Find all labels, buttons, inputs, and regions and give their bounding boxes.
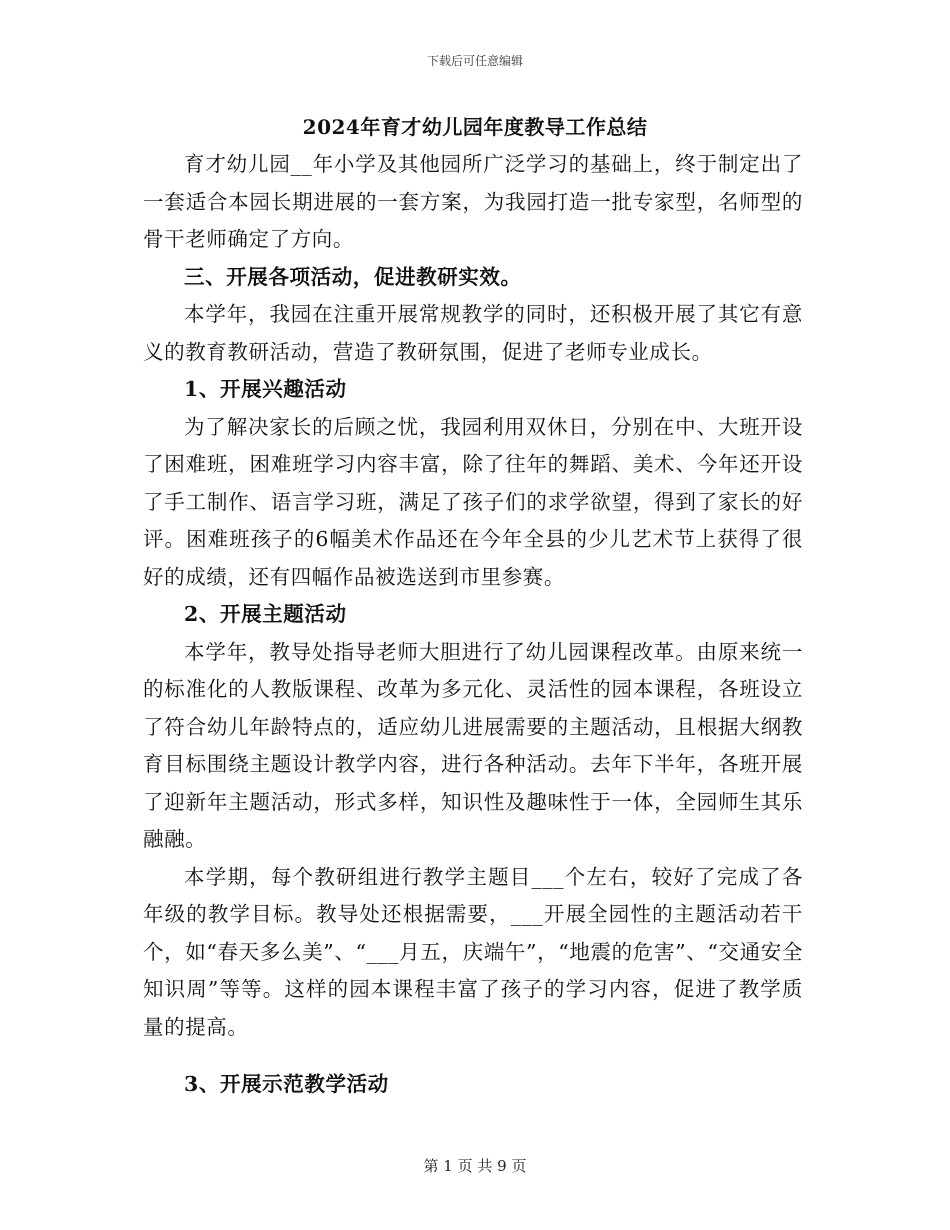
page-header-note: 下载后可任意编辑 — [426, 54, 523, 68]
document-body — [143, 146, 803, 1104]
subsection-3-heading: 3、开展示范教学活动 — [184, 1072, 389, 1096]
section-3-heading: 三、开展各项活动，促进教研实效。 — [184, 264, 522, 289]
subsection-1-paragraph: 为了解决家长的后顾之忧，我园利用双休日，分别在中、大班开设了困难班，困难班学习内容丰富，除了往年的舞蹈、美术、今年还开设了手工制作、语言学习班，满足了孩子们的求学欲望，得到了家长的好评。困难班孩子的6幅美术作品还在今年全县的少儿艺术节上获得了很好的成绩，还有四幅作品被选送到市里参赛。 — [143, 414, 803, 589]
subsection-1-heading: 1、开展兴趣活动 — [184, 377, 347, 401]
subsection-2-heading: 2、开展主题活动 — [184, 602, 347, 626]
subsection-2-paragraph-1: 本学年，教导处指导老师大胆进行了幼儿园课程改革。由原来统一的标准化的人教版课程、改革为多元化、灵活性的园本课程，各班设立了符合幼儿年龄特点的，适应幼儿进展需要的主题活动，且根据大纲教育目标围绕主题设计教学内容，进行各种活动。去年下半年，各班开展了迎新年主题活动，形式多样，知识性及趣味性于一体，全园师生其乐融融。 — [143, 639, 803, 851]
intro-paragraph: 育才幼儿园__年小学及其他园所广泛学习的基础上，终于制定出了一套适合本园长期进展的一套方案，为我园打造一批专家型，名师型的骨干老师确定了方向。 — [143, 152, 803, 251]
document-title: 2024年育才幼儿园年度教导工作总结 — [302, 115, 648, 139]
section-3-intro-paragraph: 本学年，我园在注重开展常规教学的同时，还积极开展了其它有意义的教育教研活动，营造了教研氛围，促进了老师专业成长。 — [143, 302, 803, 364]
page-number: 第 1 页 共 9 页 — [423, 1157, 527, 1175]
subsection-2-paragraph-2: 本学期，每个教研组进行教学主题目___个左右，较好了完成了各年级的教学目标。教导处还根据需要，___开展全园性的主题活动若干个，如“春天多么美”、“___月五，庆端午”，“地震的危害”、“交通安全知识周”等等。这样的园本课程丰富了孩子的学习内容，促进了教学质量的提高。 — [143, 864, 803, 1039]
